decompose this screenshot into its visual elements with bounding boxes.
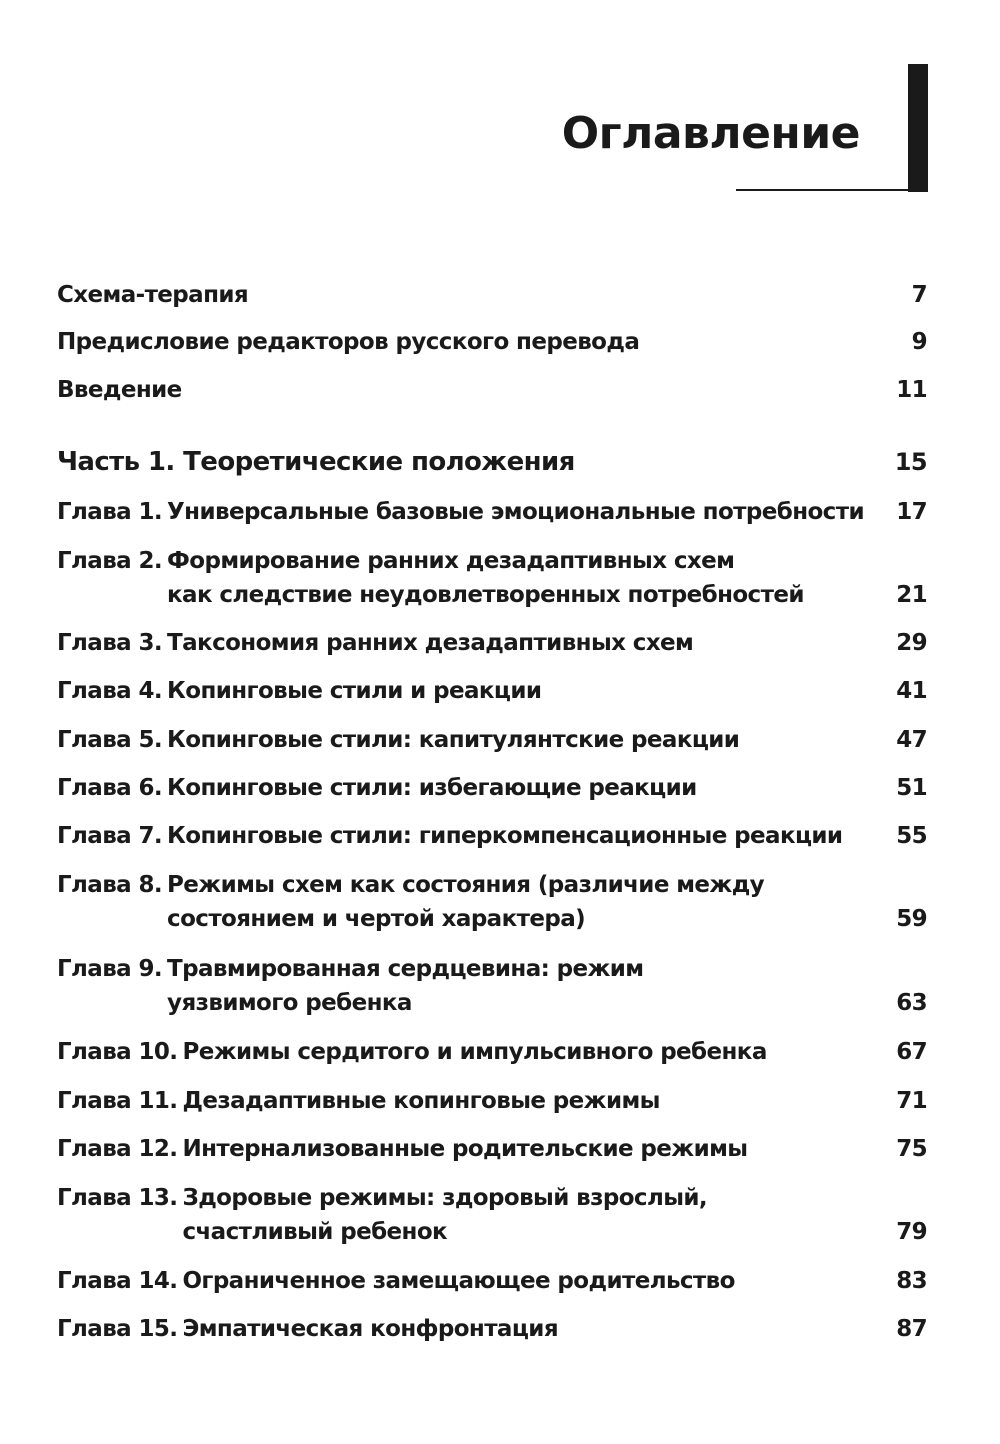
toc-page-number: 21 [896,582,927,608]
toc-chapter-title-continued: состоянием и чертой характера) [167,906,586,932]
toc-page-number: 7 [911,282,927,308]
toc-page-number: 11 [896,377,927,403]
toc-chapter-title: Интернализованные родительские режимы [182,1136,748,1162]
toc-entry-title: Предисловие редакторов русского перевода [57,329,640,355]
toc-chapter-label: Глава 6. [57,775,163,801]
toc-part-title: Часть 1. Теоретические положения [57,447,575,477]
toc-page-number: 87 [896,1316,927,1342]
toc-page-number: 63 [896,990,927,1016]
toc-chapter-title: Здоровые режимы: здоровый взрослый, [182,1185,708,1211]
toc-chapter-label: Глава 8. [57,872,163,898]
toc-chapter-title: Копинговые стили и реакции [167,678,542,704]
toc-chapter-label: Глава 2. [57,548,163,574]
toc-chapter-label: Глава 15. [57,1316,178,1342]
toc-chapter-label: Глава 9. [57,956,163,982]
toc-chapter-title-continued: уязвимого ребенка [167,990,412,1016]
toc-chapter-title: Режимы схем как состояния (различие между [167,872,765,898]
toc-chapter-title: Формирование ранних дезадаптивных схем [167,548,735,574]
toc-page-number: 17 [896,499,927,525]
toc-chapter-label: Глава 3. [57,630,163,656]
toc-page-number: 51 [896,775,927,801]
toc-chapter-title-continued: счастливый ребенок [182,1219,448,1245]
toc-page-number: 71 [896,1088,927,1114]
toc-chapter-title: Ограниченное замещающее родительство [182,1268,735,1294]
toc-entry-title: Введение [57,377,182,403]
toc-chapter-title: Дезадаптивные копинговые режимы [182,1088,660,1114]
title-accent-bar [908,64,928,192]
title-underline [736,189,926,191]
toc-chapter-label: Глава 13. [57,1185,178,1211]
toc-chapter-label: Глава 5. [57,727,163,753]
toc-chapter-label: Глава 10. [57,1039,178,1065]
toc-page-number: 83 [896,1268,927,1294]
toc-page-number: 79 [896,1219,927,1245]
toc-entry-title: Схема-терапия [57,282,249,308]
toc-chapter-label: Глава 12. [57,1136,178,1162]
toc-chapter-title: Травмированная сердцевина: режим [167,956,644,982]
toc-page-number: 75 [896,1136,927,1162]
toc-chapter-title: Эмпатическая конфронтация [182,1316,558,1342]
toc-chapter-title: Универсальные базовые эмоциональные потребности [167,499,864,525]
toc-chapter-title: Копинговые стили: капитулянтские реакции [167,727,740,753]
toc-chapter-label: Глава 7. [57,823,163,849]
toc-chapter-title: Копинговые стили: гиперкомпенсационные реакции [167,823,843,849]
toc-chapter-title: Копинговые стили: избегающие реакции [167,775,697,801]
toc-chapter-title-continued: как следствие неудовлетворенных потребностей [167,582,804,608]
toc-page-number: 59 [896,906,927,932]
toc-chapter-label: Глава 1. [57,499,163,525]
toc-chapter-label: Глава 4. [57,678,163,704]
toc-chapter-label: Глава 14. [57,1268,178,1294]
toc-page-number: 55 [896,823,927,849]
toc-page-number: 41 [896,678,927,704]
toc-page-number: 9 [911,329,927,355]
toc-chapter-title: Режимы сердитого и импульсивного ребенка [182,1039,767,1065]
page-title: Оглавление [561,108,860,159]
toc-page-number: 47 [896,727,927,753]
toc-chapter-title: Таксономия ранних дезадаптивных схем [167,630,694,656]
toc-page-number: 15 [894,448,927,476]
toc-page-number: 29 [896,630,927,656]
toc-page-number: 67 [896,1039,927,1065]
toc-chapter-label: Глава 11. [57,1088,178,1114]
